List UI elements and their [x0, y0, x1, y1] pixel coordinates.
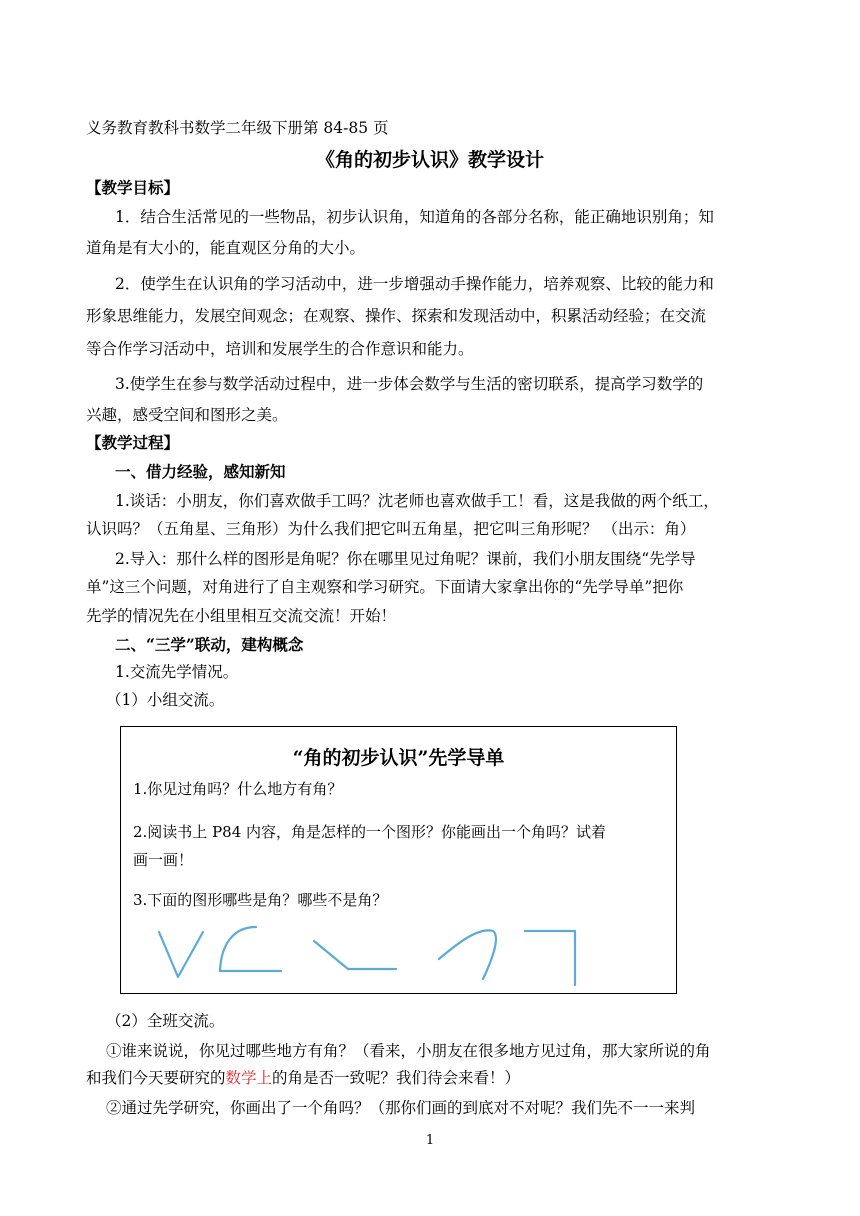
worksheet-question-1: 1.你见过角吗？什么地方有角？ [133, 780, 343, 798]
step-group-exchange: （1）小组交流。 [106, 691, 225, 709]
goal-3-line-2: 兴趣，感受空间和图形之美。 [86, 406, 288, 424]
text-segment: 和我们今天要研究的 [86, 1069, 226, 1087]
goal-2-line-2: 形象思维能力，发展空间观念；在观察、操作、探索和发现活动中，积累活动经验；在交流 [86, 307, 707, 325]
goal-2-line-3: 等合作学习活动中，培训和发展学生的合作意识和能力。 [86, 340, 474, 358]
question-1-line-1: ①谁来说说，你见过哪些地方有角？（看来，小朋友在很多地方见过角，那大家所说的角 [106, 1042, 711, 1060]
paragraph-intro-line-1: 2.导入：那什么样的图形是角呢？你在哪里见过角呢？课前，我们小朋友围绕“先学导 [115, 550, 696, 568]
paragraph-talk-line-2: 认识吗？（五角星、三角形）为什么我们把它叫五角星，把它叫三角形呢？ （出示：角） [86, 520, 696, 538]
header-reference: 义务教育教科书数学二年级下册第 84-85 页 [86, 119, 389, 137]
paragraph-intro-line-3: 先学的情况先在小组里相互交流交流！开始！ [86, 607, 397, 625]
part-2-heading: 二、“三学”联动，建构概念 [115, 635, 304, 654]
part-1-heading: 一、借力经验，感知新知 [115, 462, 286, 481]
question-1-line-2 [86, 1068, 520, 1088]
goal-2-line-1: 2．使学生在认识角的学习活动中，进一步增强动手操作能力，培养观察、比较的能力和 [115, 275, 714, 293]
paragraph-talk-line-1: 1.谈话：小朋友，你们喜欢做手工吗？沈老师也喜欢做手工！看，这是我做的两个纸工， [115, 492, 719, 510]
process-heading: 【教学过程】 [86, 433, 180, 452]
shape-right-angle [525, 931, 575, 985]
shape-obtuse-angle [314, 941, 396, 969]
goal-1-line-2: 道角是有大小的，能直观区分角的大小。 [86, 239, 366, 257]
worksheet-title: “角的初步认识”先学导单 [292, 747, 505, 769]
goal-3-line-1: 3.使学生在参与数学活动过程中，进一步体会数学与生活的密切联系，提高学习数学的 [115, 375, 704, 393]
worksheet-question-3: 3.下面的图形哪些是角？哪些不是角？ [133, 891, 388, 909]
paragraph-intro-line-2: 单”这三个问题，对角进行了自主观察和学习研究。下面请大家拿出你的“先学导单”把你 [86, 578, 684, 596]
goal-1-line-1: 1．结合生活常见的一些物品，初步认识角，知道角的各部分名称，能正确地识别角；知 [115, 208, 714, 226]
step-class-exchange: （2）全班交流。 [106, 1012, 225, 1030]
text-segment: 的角是否一致呢？我们待会来看！） [272, 1069, 521, 1087]
goals-heading: 【教学目标】 [86, 178, 180, 197]
shape-curved-hook [439, 930, 496, 979]
highlighted-text: 数学上 [225, 1069, 273, 1087]
page-title: 《角的初步认识》教学设计 [315, 149, 544, 171]
step-exchange: 1.交流先学情况。 [115, 663, 239, 681]
shape-curved-angle [220, 927, 281, 971]
shape-v-angle [159, 932, 203, 977]
angle-shapes [121, 727, 676, 993]
worksheet-question-2-line-1: 2.阅读书上 P84 内容，角是怎样的一个图形？你能画出一个角吗？试着 [133, 823, 607, 841]
worksheet-box [120, 726, 677, 994]
worksheet-question-2-line-2: 画一画！ [133, 851, 194, 869]
page-number: 1 [425, 1133, 435, 1148]
question-2-line-1: ②通过先学研究，你画出了一个角吗？（那你们画的到底对不对呢？我们先不一一来判 [106, 1099, 696, 1117]
